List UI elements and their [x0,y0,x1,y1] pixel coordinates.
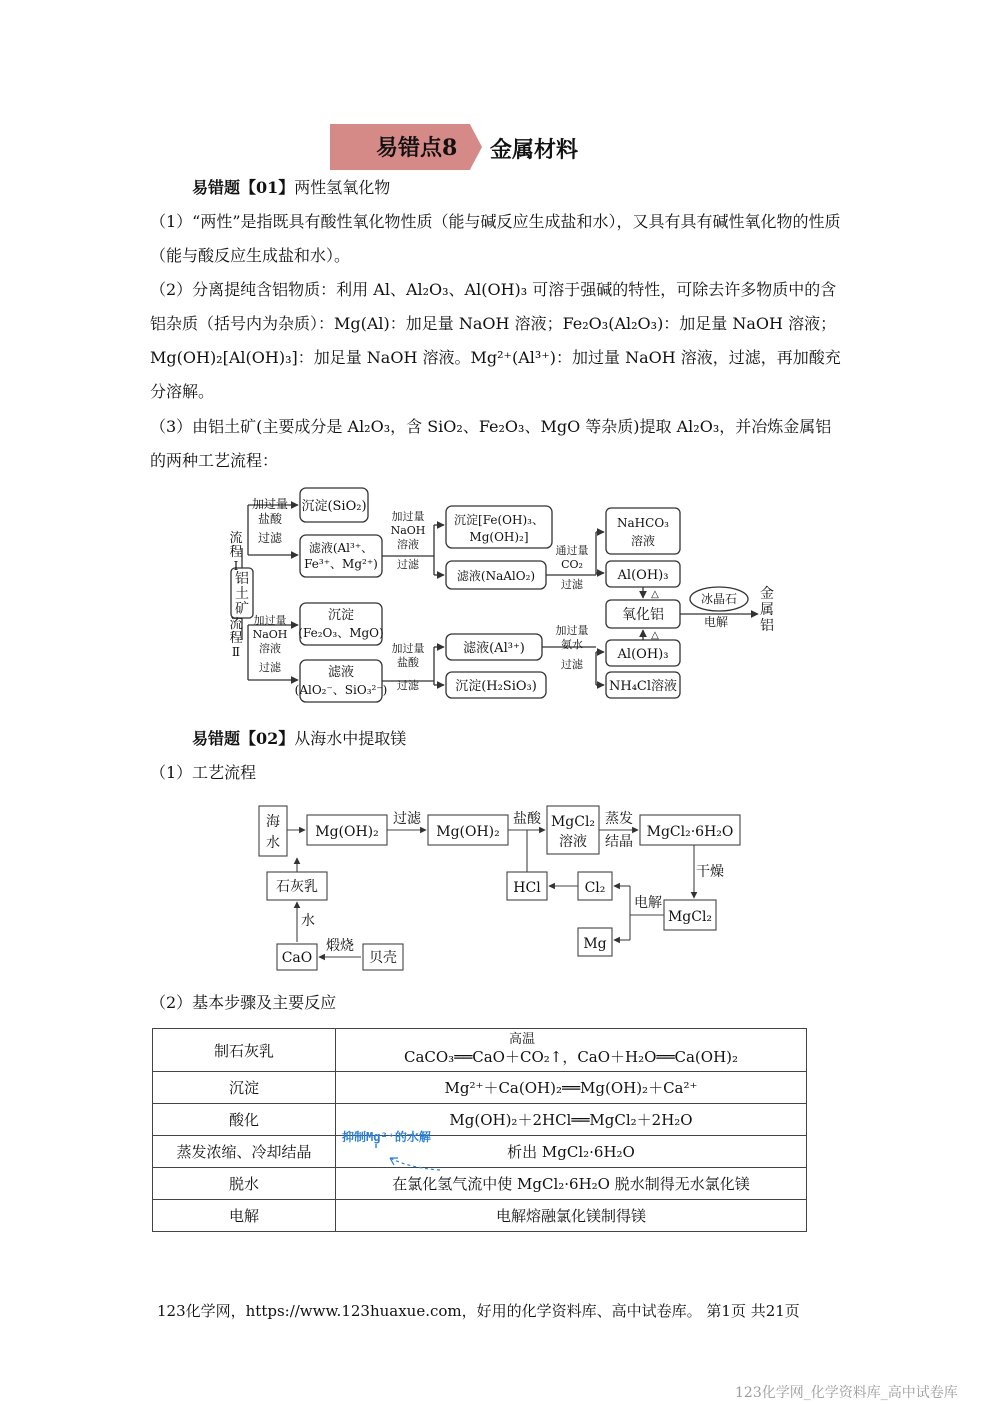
r1-precip2-a: 沉淀[Fe(OH)₃、 [454,513,544,527]
r2-step3-a: 加过量 [555,624,589,637]
svg-text:铝: 铝 [235,571,249,587]
r2-nh4cl: NH₄Cl溶液 [608,679,678,694]
r1-step2-b: NaOH [390,524,426,537]
r2-step1-c: 溶液 [259,642,281,655]
hydrolysis-note: 抑制Mg²⁺的水解 [342,1130,431,1144]
r2-precip-a: 沉淀 [327,608,355,623]
step-cell: 蒸发浓缩、冷却结晶 [153,1136,336,1168]
route-1-label-1: 流 [229,531,243,546]
mgcl2-solution-b: 溶液 [559,834,587,850]
table-row [153,1168,807,1200]
step-cell: 酸化 [153,1104,336,1136]
r2-step1-b: NaOH [252,628,288,641]
q2-sub-1: （1）工艺流程 [150,763,257,782]
reaction-text: CaCO₃══CaO＋CO₂↑，CaO＋H₂O══Ca(OH)₂ [403,1048,739,1066]
watermark: 123化学网_化学资料库_高中试卷库 [735,1385,958,1401]
r1-step3-c: 过滤 [561,578,583,591]
r1-precip-sio2: 沉淀(SiO₂) [301,499,367,514]
heat-symbol-1: △ [651,589,659,600]
r2-step1-a: 加过量 [253,614,287,627]
svg-text:铝: 铝 [760,618,774,634]
dry-label: 干燥 [696,864,724,880]
q1-paragraph-3: （3）由铝土矿(主要成分是 Al₂O₃，含 SiO₂、Fe₂O₃、MgO 等杂质)提取 Al₂O₃，并冶炼金属铝的两种工艺流程： [150,417,832,470]
r1-precip2-b: Mg(OH)₂] [469,530,529,544]
calcine-label: 煅烧 [326,938,354,954]
r1-step1-a: 加过量 [251,497,289,511]
r2-aloh3: Al(OH)₃ [617,647,669,662]
r2-step3-c: 过滤 [561,658,583,671]
q1-heading-label: 易错题【01】 [192,178,295,197]
svg-text:海: 海 [266,814,280,830]
page-title: 易错点8 [376,135,458,161]
evap-label-b: 结晶 [605,834,633,850]
step-cell: 制石灰乳 [153,1029,336,1072]
table-row [153,1136,807,1168]
r2-filtrate-a: 滤液 [327,665,355,680]
r1-nahco3-b: 溶液 [630,534,656,548]
r1-step2-c: 溶液 [397,538,419,551]
r1-filtrate-b: Fe³⁺、Mg²⁺) [304,557,378,571]
r2-filtrate-al3: 滤液(Al³⁺) [463,641,525,656]
svg-text:流: 流 [229,617,243,632]
reaction-condition: 高温 [508,1032,535,1047]
evap-label-a: 蒸发 [605,811,633,827]
r1-step1-c: 过滤 [257,531,283,545]
cryolite: 冰晶石 [700,592,738,606]
svg-text:水: 水 [266,835,280,851]
svg-text:矿: 矿 [235,601,249,617]
r2-precip-h2sio3: 沉淀(H₂SiO₃) [455,679,537,694]
step-cell: 电解 [153,1200,336,1232]
svg-text:金: 金 [760,586,774,602]
r1-step3-b: CO₂ [561,558,583,571]
heat-symbol-2: △ [651,630,659,641]
table-row [153,1029,807,1072]
r2-step1-d: 过滤 [259,661,281,674]
r1-step2-a: 加过量 [391,510,425,523]
q1-paragraph-2: （2）分离提纯含铝物质：利用 Al、Al₂O₃、Al(OH)₃ 可溶于强碱的特性，可除去许多物质中的含铝杂质（括号内为杂质）：Mg(Al)：加足量 NaOH 溶液；Fe₂O₃(Al₂O₃)：加足量 NaOH 溶液；Mg(OH)₂[Al(OH)₃]：加足量 NaOH 溶液。Mg²⁺(Al³⁺)：加过量 NaOH 溶液，过滤，再加酸充分溶解。 [150,280,841,401]
svg-text:土: 土 [235,586,249,602]
table-row [153,1200,807,1232]
r1-step1-b: 盐酸 [257,512,283,526]
hcl-box: HCl [513,880,541,896]
water-label: 水 [301,913,315,929]
reaction-cell: 析出 MgCl₂·6H₂O [336,1136,807,1168]
r2-step2-b: 盐酸 [397,656,419,669]
alumina-box: 氧化铝 [622,607,664,623]
mgcl2-box: MgCl₂ [667,909,713,925]
svg-text:程: 程 [229,631,243,646]
shell-box: 贝壳 [369,950,397,966]
table-row [153,1072,807,1104]
cao-box: CaO [281,950,313,966]
r2-filtrate-b: (AlO₂⁻、SiO₃²⁻) [294,683,388,697]
page-subtitle: 金属材料 [490,137,579,163]
r1-nahco3-a: NaHCO₃ [617,516,669,530]
reaction-cell: Mg²⁺＋Ca(OH)₂══Mg(OH)₂＋Ca²⁺ [336,1072,807,1104]
cl2-box: Cl₂ [584,880,606,896]
r2-step3-b: 氨水 [561,638,583,651]
q2-heading-label: 易错题【02】 [192,729,295,748]
mg-oh2-box-a: Mg(OH)₂ [315,824,379,840]
r2-step2-a: 加过量 [391,642,425,655]
steps-table [152,1028,807,1232]
mg-hcl-acid-label: 盐酸 [513,811,541,827]
reaction-cell: 在氯化氢气流中使 MgCl₂·6H₂O 脱水制得无水氯化镁 [336,1168,807,1200]
r2-precip-b: (Fe₂O₃、MgO) [298,626,384,640]
r1-filtrate-a: 滤液(Al³⁺、 [308,541,374,555]
mg-box: Mg [583,936,607,952]
reaction-cell [336,1029,807,1072]
table-row [153,1104,807,1136]
r1-step2-d: 过滤 [397,558,419,571]
mg-filter-label: 过滤 [393,811,421,827]
reaction-cell: 电解熔融氯化镁制得镁 [336,1200,807,1232]
al-electrolysis: 电解 [703,615,729,629]
mg-electrolysis-label: 电解 [634,895,662,911]
note-arrow-icon [370,1140,450,1180]
mgcl2-solution-a: MgCl₂ [550,814,596,830]
q1-paragraph-1: （1）“两性”是指既具有酸性氧化物性质（能与碱反应生成盐和水），又具有具有碱性氧化物的性质（能与酸反应生成盐和水）。 [150,212,841,265]
q1-heading-text: 两性氢氧化物 [294,178,391,197]
reaction-cell: Mg(OH)₂＋2HCl══MgCl₂＋2H₂O [336,1104,807,1136]
step-cell: 脱水 [153,1168,336,1200]
route-1-numeral: Ⅰ [233,559,239,573]
svg-text:程: 程 [229,545,243,560]
svg-text:属: 属 [760,602,774,618]
r1-step3-a: 通过量 [555,544,589,557]
svg-text:Ⅱ: Ⅱ [231,645,241,659]
r2-step2-c: 过滤 [397,679,419,692]
q2-heading-text: 从海水中提取镁 [294,729,407,748]
r1-filtrate-naalo2: 滤液(NaAlO₂) [456,569,536,583]
mgcl2-hydrate-box: MgCl₂·6H₂O [646,824,734,840]
page-footer: 123化学网，https://www.123huaxue.com，好用的化学资料库、高中试卷库。 第1页 共21页 [157,1302,800,1320]
q2-sub-2: （2）基本步骤及主要反应 [150,993,337,1012]
lime-milk-box: 石灰乳 [276,879,318,895]
r1-aloh3: Al(OH)₃ [617,568,669,583]
step-cell: 沉淀 [153,1072,336,1104]
mg-oh2-box-b: Mg(OH)₂ [436,824,500,840]
